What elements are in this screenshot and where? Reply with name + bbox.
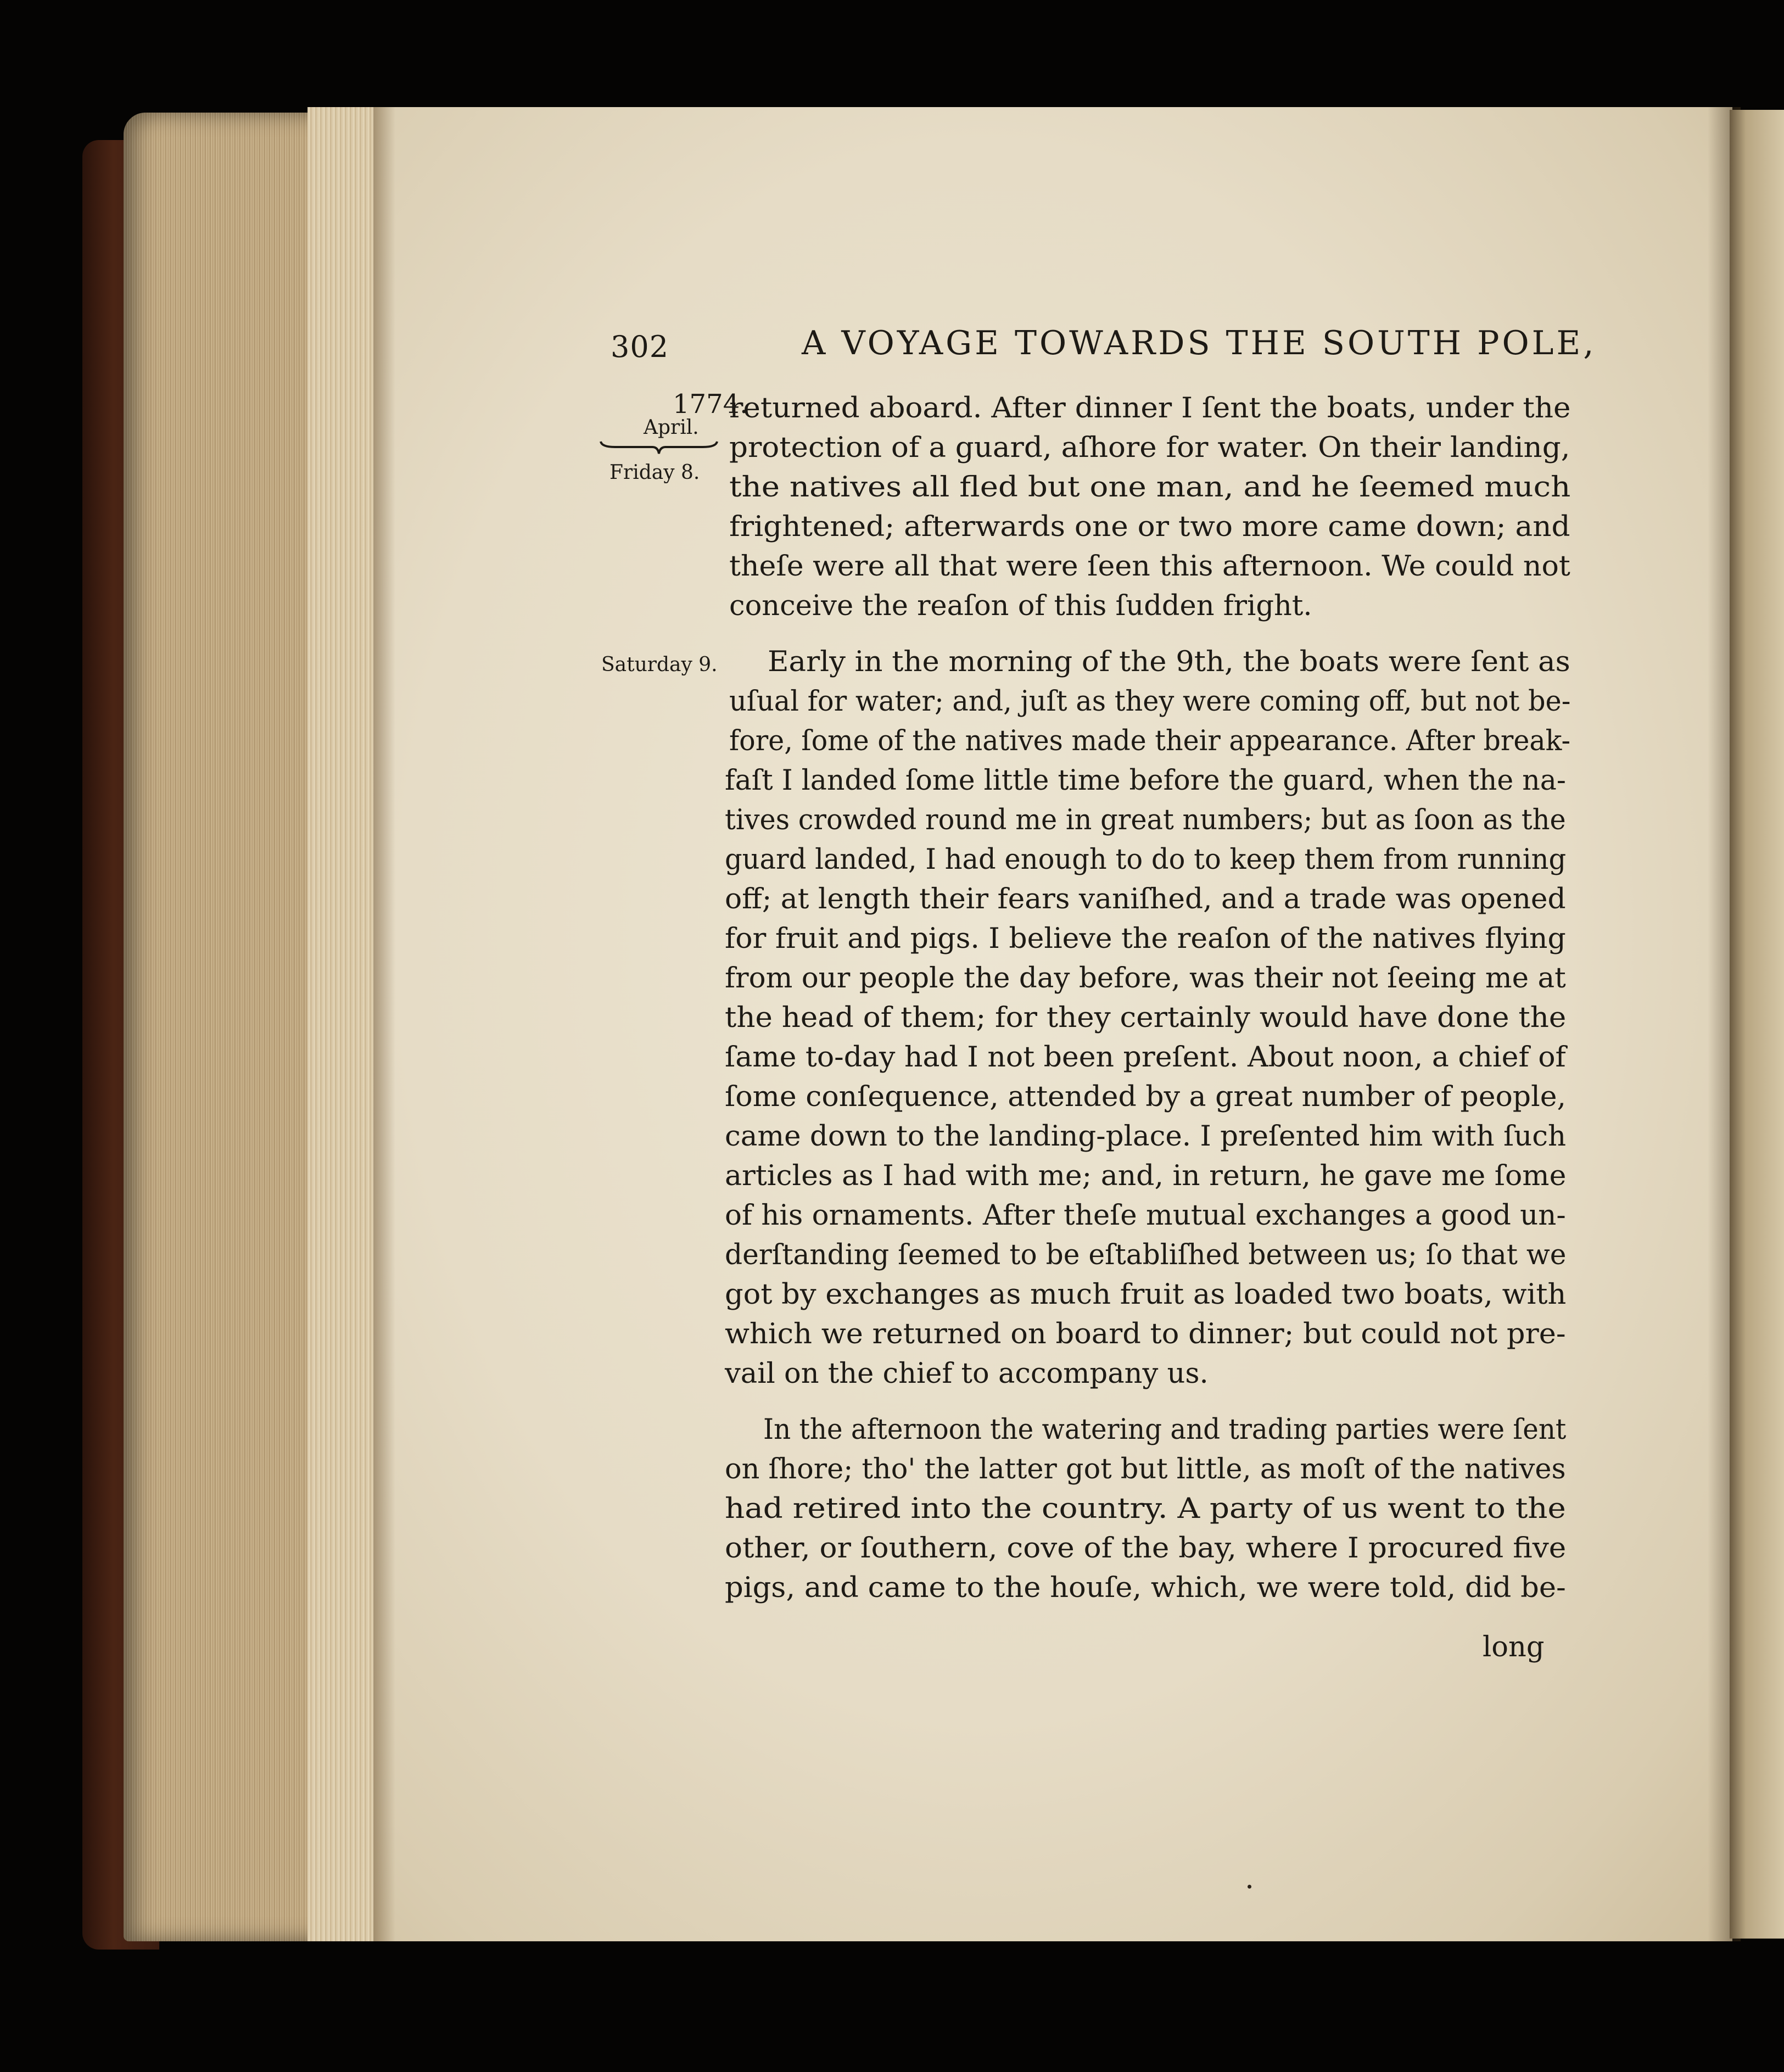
text-line: ſame to-day had I not been preſent. About noon, a chief of: [725, 1041, 1566, 1074]
margin-note-year: 1774.: [673, 389, 748, 420]
text-line: vail on the chief to accompany us.: [725, 1358, 1209, 1390]
text-line: which we returned on board to dinner; but could not pre-: [725, 1318, 1566, 1350]
text-line: got by exchanges as much fruit as loaded two boats, with: [725, 1278, 1567, 1311]
text-line: came down to the landing-place. I preſented him with ſuch: [725, 1120, 1567, 1153]
text-line: returned aboard. After dinner I ſent the boats, under the: [729, 392, 1571, 425]
text-line: frightened; afterwards one or two more came down; and: [729, 511, 1570, 543]
text-line: uſual for water; and, juſt as they were coming off, but not be-: [729, 685, 1571, 718]
text-line: In the afternoon the watering and trading parties were ſent: [763, 1414, 1567, 1446]
margin-note-day-friday: Friday 8.: [609, 461, 700, 484]
text-line: faſt I landed ſome little time before the guard, when the na-: [725, 764, 1566, 797]
text-line: theſe were all that were ſeen this afternoon. We could not: [729, 550, 1570, 583]
text-line: other, or ſouthern, cove of the bay, where I procured five: [725, 1532, 1567, 1565]
ink-speck: [1248, 1885, 1251, 1889]
text-line: guard landed, I had enough to do to keep them from running: [725, 844, 1567, 876]
page-stack-inner-edges: [307, 107, 384, 1941]
running-head: A VOYAGE TOWARDS THE SOUTH POLE,: [802, 324, 1597, 362]
text-line: ſome conſequence, attended by a great number of people,: [725, 1081, 1567, 1113]
catchword: long: [1483, 1631, 1545, 1663]
margin-note-day-saturday: Saturday 9.: [601, 654, 718, 676]
text-line: off; at length their fears vaniſhed, and a trade was opened: [725, 883, 1566, 915]
text-line: Early in the morning of the 9th, the boats were ſent as: [768, 646, 1570, 678]
text-line: derſtanding ſeemed to be eſtabliſhed between us; ſo that we: [725, 1239, 1567, 1271]
text-line: the natives all fled but one man, and he ſeemed much: [729, 471, 1571, 504]
page-number: 302: [611, 329, 669, 364]
text-line: fore, ſome of the natives made their appearance. After break-: [729, 725, 1571, 757]
text-line: from our people the day before, was their not ſeeing me at: [725, 962, 1566, 995]
page-gutter-shadow: [373, 107, 395, 1941]
text-line: the head of them; for they certainly would have done the: [725, 1002, 1567, 1034]
text-line: articles as I had with me; and, in return, he gave me ſome: [725, 1160, 1567, 1192]
margin-brace: [599, 439, 719, 456]
text-line: protection of a guard, aſhore for water. On their landing,: [729, 432, 1570, 464]
text-line: had retired into the country. A party of us went to the: [725, 1493, 1566, 1525]
text-line: for fruit and pigs. I believe the reaſon of the natives flying: [725, 923, 1566, 955]
text-line: of his ornaments. After theſe mutual exchanges a good un-: [725, 1199, 1566, 1232]
text-line: pigs, and came to the houſe, which, we were told, did be-: [725, 1572, 1566, 1604]
text-line: tives crowded round me in great numbers; but as ſoon as the: [725, 804, 1566, 836]
text-line: on ſhore; tho' the latter got but little, as moſt of the natives: [725, 1453, 1566, 1485]
margin-note-month: April.: [644, 416, 699, 439]
facing-page-edge: [1730, 110, 1784, 1939]
text-line: conceive the reaſon of this ſudden fright.: [729, 590, 1312, 622]
